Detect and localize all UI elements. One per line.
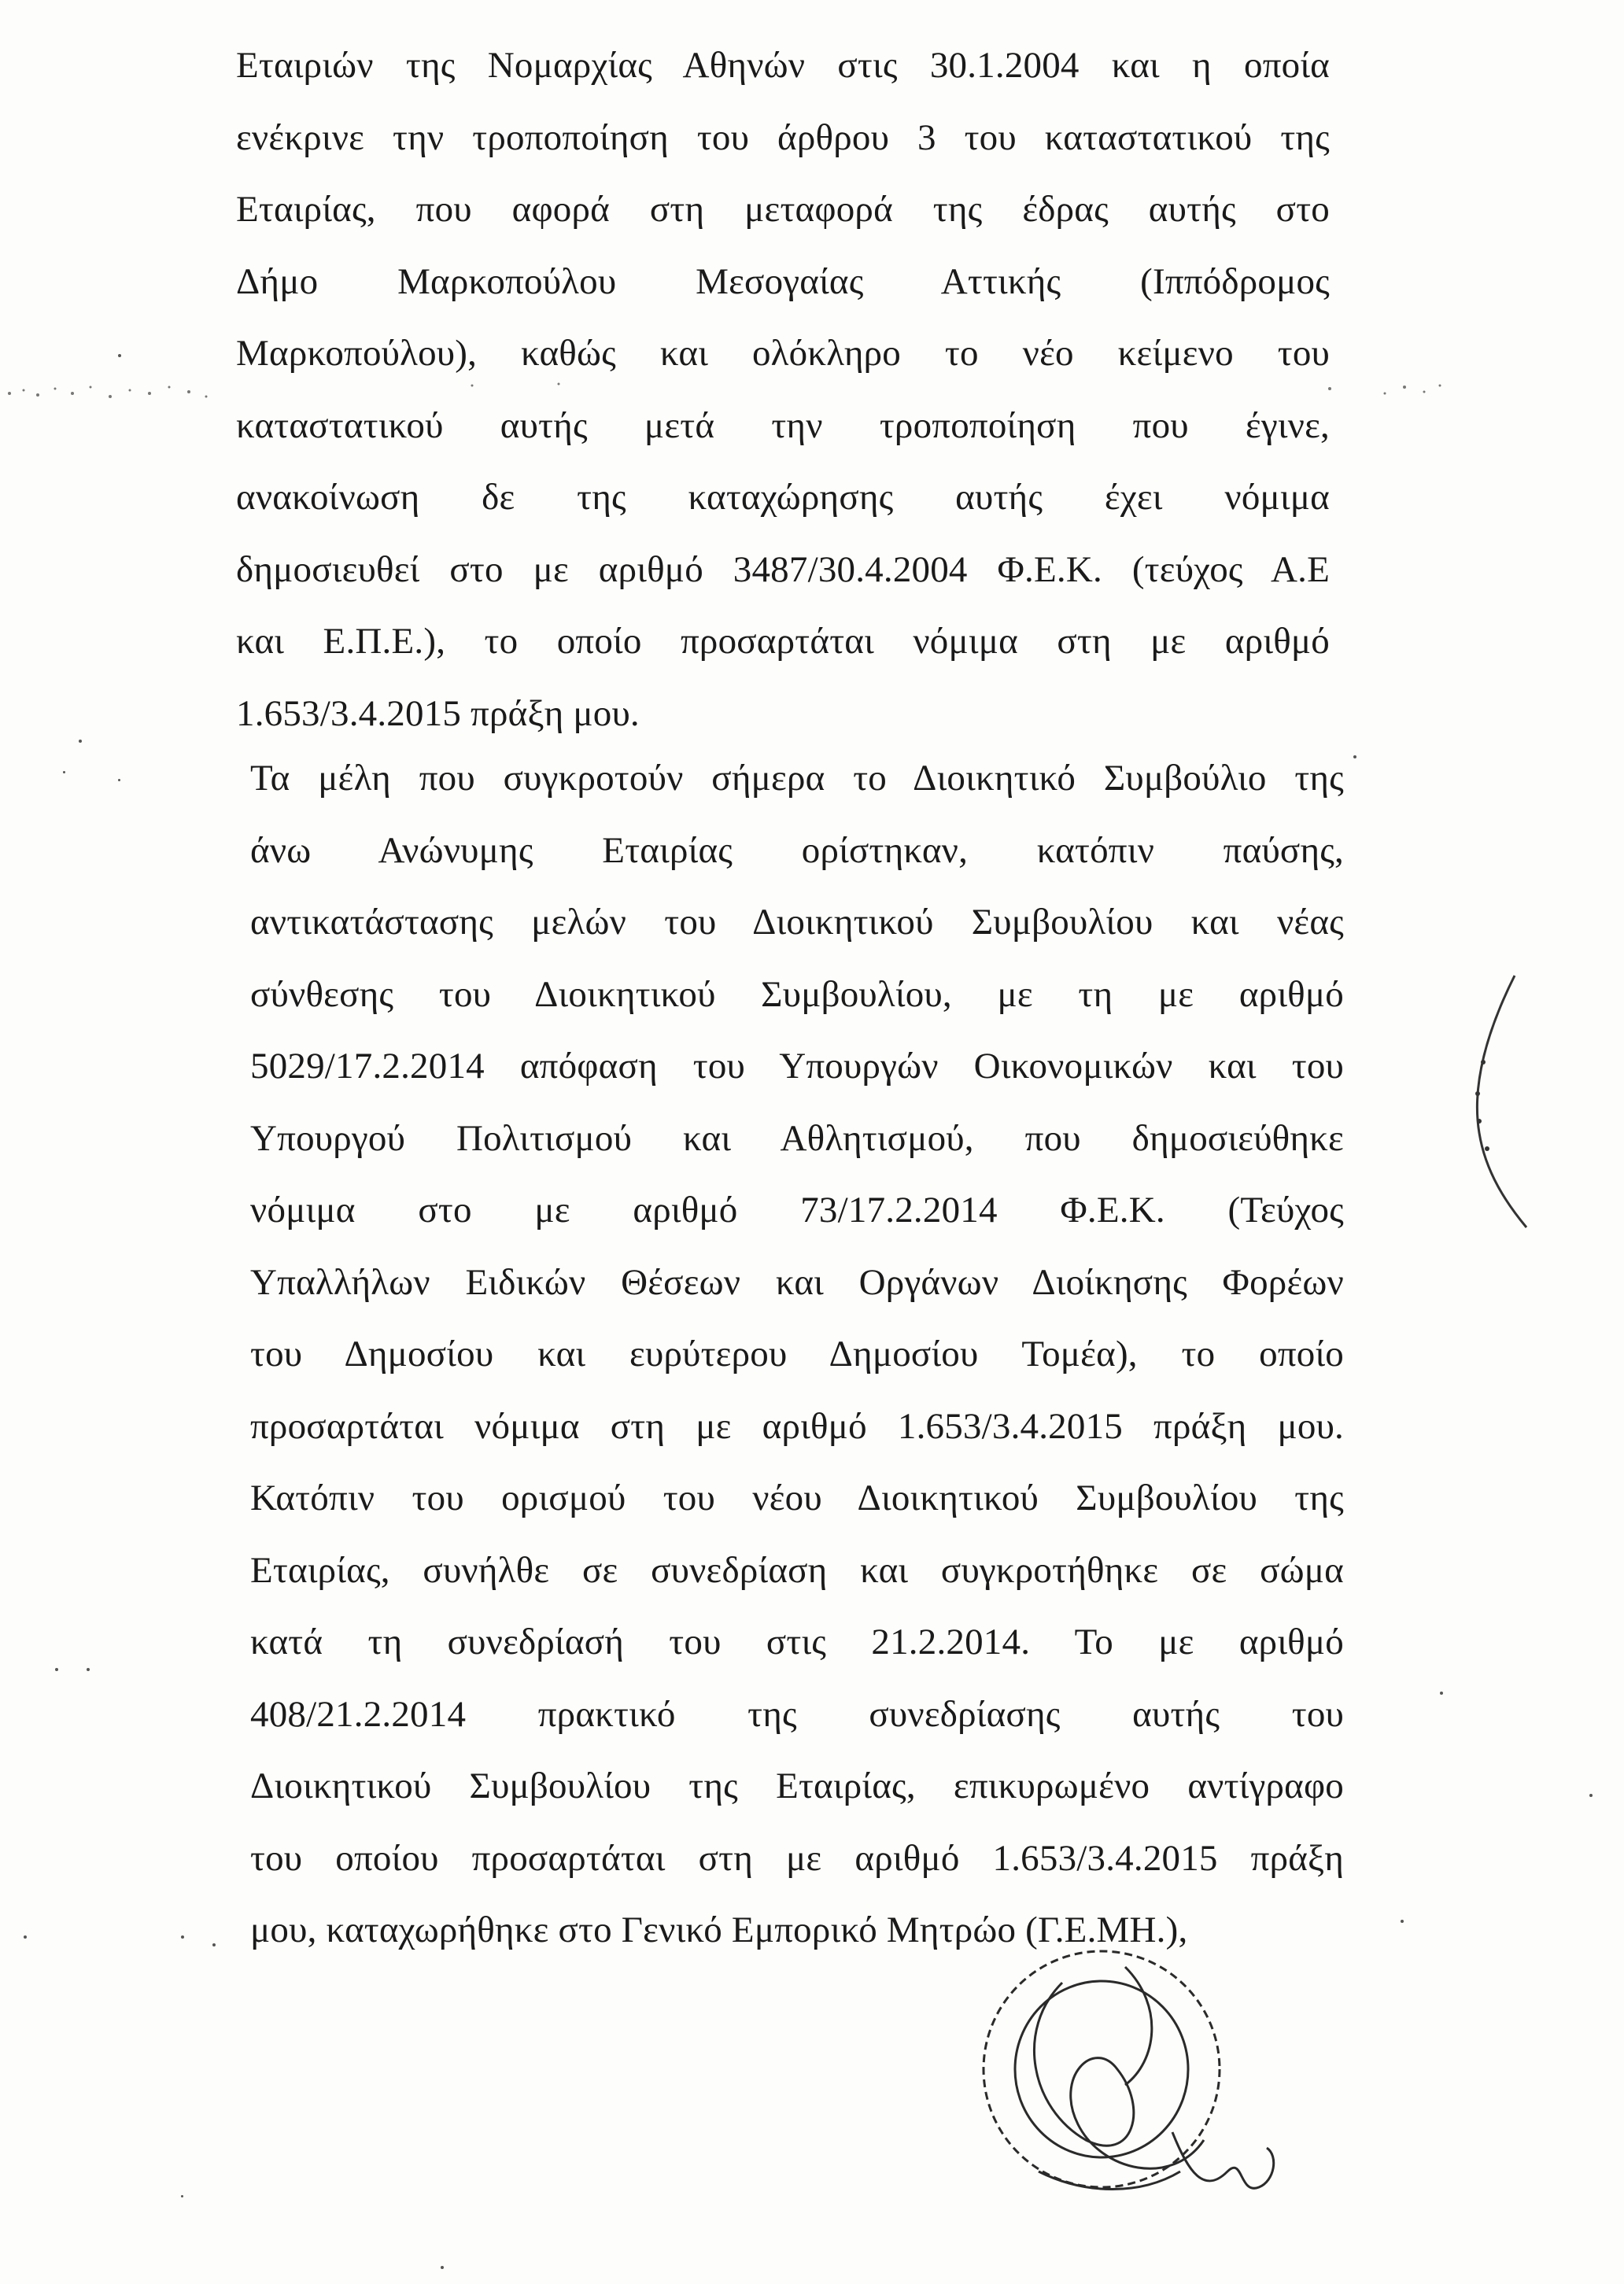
text-line: Εταιρίας, που αφορά στη μεταφορά της έδρας αυτής στο: [236, 189, 1330, 230]
text-line: καταστατικού αυτής μετά την τροποποίηση που έγινε,: [236, 404, 1330, 446]
margin-bracket-mark: [1440, 968, 1534, 1235]
scan-speck: [118, 354, 121, 357]
text-line: Υπαλλήλων Ειδικών Θέσεων και Οργάνων Διοίκησης Φορέων: [250, 1261, 1344, 1303]
text-line: Υπουργού Πολιτισμού και Αθλητισμού, που δημοσιεύθηκε: [250, 1117, 1344, 1159]
scan-speck: [1589, 1794, 1593, 1797]
paragraph-company-registration: [236, 30, 1330, 750]
text-line: Κατόπιν του ορισμού του νέου Διοικητικού Συμβουλίου της: [250, 1478, 1344, 1518]
text-line: Διοικητικού Συμβουλίου της Εταιρίας, επικυρωμένο αντίγραφο: [250, 1766, 1344, 1806]
text-line: Μαρκοπούλου), καθώς και ολόκληρο το νέο κείμενο του: [236, 333, 1330, 374]
scan-speck: [63, 771, 65, 773]
text-line: αντικατάστασης μελών του Διοικητικού Συμβουλίου και νέας: [250, 902, 1344, 943]
text-line: Εταιρίας, συνήλθε σε συνεδρίαση και συγκροτήθηκε σε σώμα: [250, 1549, 1344, 1591]
paragraph-board-of-directors: [250, 743, 1344, 1967]
text-line: και Ε.Π.Ε.), το οποίο προσαρτάται νόμιμα στη με αριθμό: [236, 621, 1330, 662]
scan-speck: [212, 1943, 216, 1946]
scan-speck: [87, 1668, 90, 1671]
text-line: 408/21.2.2014 πρακτικό της συνεδρίασης αυτής του: [250, 1693, 1344, 1735]
text-line: Τα μέλη που συγκροτούν σήμερα το Διοικητικό Συμβούλιο της: [250, 758, 1344, 799]
text-line: άνω Ανώνυμης Εταιρίας ορίστηκαν, κατόπιν παύσης,: [250, 829, 1344, 871]
text-line: Εταιριών της Νομαρχίας Αθηνών στις 30.1.2004 και η οποία: [236, 45, 1330, 86]
text-line: μου, καταχωρήθηκε στο Γενικό Εμπορικό Μητρώο (Γ.Ε.ΜΗ.),: [250, 1909, 1188, 1950]
text-line: σύνθεσης του Διοικητικού Συμβουλίου, με τη με αριθμό: [250, 973, 1344, 1015]
scan-speck: [79, 740, 82, 743]
text-line: ανακοίνωση δε της καταχώρησης αυτής έχει νόμιμα: [236, 477, 1330, 518]
scan-speck: [181, 1935, 184, 1939]
text-line: κατά τη συνεδρίασή του στις 21.2.2014. Το με αριθμό: [250, 1622, 1344, 1662]
text-line: του οποίου προσαρτάται στη με αριθμό 1.653/3.4.2015 πράξη: [250, 1837, 1344, 1879]
stamp-and-signature: [968, 1935, 1298, 2250]
scan-speck: [181, 2195, 183, 2197]
text-line: 5029/17.2.2014 απόφαση του Υπουργών Οικονομικών και του: [250, 1046, 1344, 1087]
text-line: Δήμο Μαρκοπούλου Μεσογαίας Αττικής (Ιππόδρομος: [236, 260, 1330, 302]
text-line: νόμιμα στο με αριθμό 73/17.2.2014 Φ.Ε.Κ. (Τεύχος: [250, 1190, 1344, 1231]
text-line: δημοσιευθεί στο με αριθμό 3487/30.4.2004 Φ.Ε.Κ. (τεύχος Α.Ε: [236, 548, 1330, 590]
scan-speck: [1401, 1920, 1404, 1923]
scan-speck: [441, 2266, 444, 2269]
text-line: ενέκρινε την τροποποίηση του άρθρου 3 του καταστατικού της: [236, 116, 1330, 158]
scan-speck: [24, 1935, 27, 1939]
text-line: προσαρτάται νόμιμα στη με αριθμό 1.653/3.4.2015 πράξη μου.: [250, 1405, 1344, 1447]
scan-speck: [55, 1668, 58, 1671]
scan-speck: [1440, 1692, 1443, 1695]
text-line: του Δημοσίου και ευρύτερου Δημοσίου Τομέα), το οποίο: [250, 1334, 1344, 1374]
scan-speck: [118, 779, 120, 781]
text-line: 1.653/3.4.2015 πράξη μου.: [236, 692, 640, 734]
scan-speck: [1353, 755, 1356, 758]
